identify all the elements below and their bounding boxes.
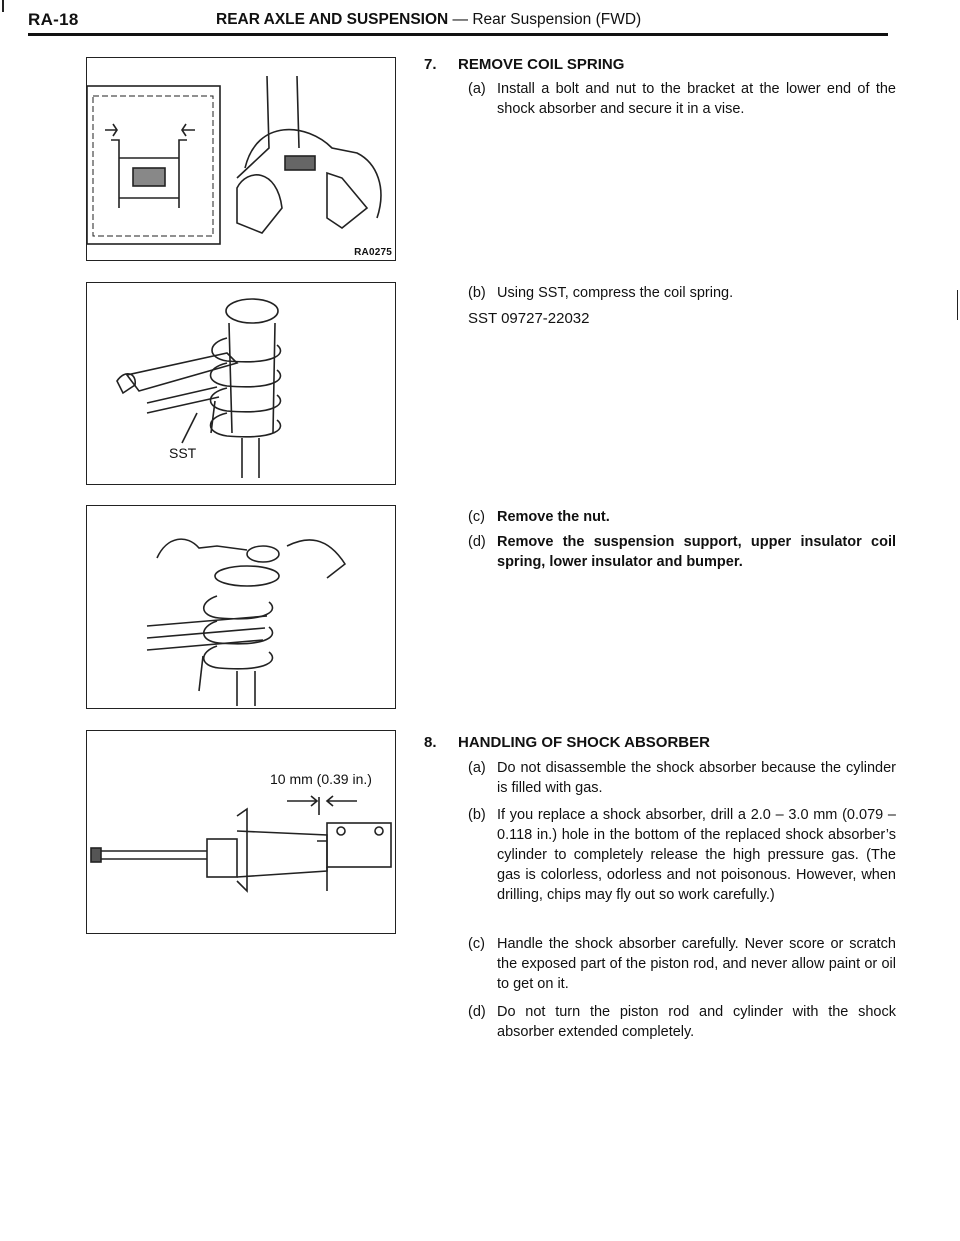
item-text: Install a bolt and nut to the bracket at the lower end of the shock absorber and secure it in a vise.: [497, 81, 896, 117]
step-number: 7.: [424, 56, 437, 73]
sst-number: SST 09727-22032: [468, 310, 590, 327]
running-title-rest: — Rear Suspension (FWD): [448, 11, 642, 28]
item-marker: (a): [468, 760, 486, 776]
dimension-label: 10 mm (0.39 in.): [270, 771, 372, 787]
sst-compress-illustration: [87, 283, 396, 485]
item-marker: (d): [468, 534, 486, 550]
figure-remove-nut: [86, 505, 396, 709]
figure-sst-compress: [86, 282, 396, 485]
step-8d: [468, 1002, 896, 1042]
item-text: Handle the shock absorber carefully. Never score or scratch the exposed part of the piston rod, and never allow paint or oil to get on it.: [497, 936, 896, 992]
shock-absorber-illustration: [87, 731, 396, 934]
sst-label: SST: [169, 445, 197, 461]
instruction-column: [424, 55, 896, 1040]
figure-code: RA0275: [354, 247, 392, 258]
vise-bracket-illustration: [87, 58, 396, 261]
step-title: REMOVE COIL SPRING: [458, 56, 625, 73]
step-title: HANDLING OF SHOCK ABSORBER: [458, 734, 710, 751]
item-marker: (d): [468, 1004, 486, 1020]
step-7a: [468, 79, 896, 119]
left-margin-line: [2, 0, 4, 12]
page-header: [28, 10, 888, 32]
step-8c: [468, 934, 896, 994]
step-7d: [468, 532, 896, 572]
header-rule: [28, 33, 888, 36]
item-text: If you replace a shock absorber, drill a 2.0 – 3.0 mm (0.079 – 0.118 in.) hole in the bottom of the replaced shock absorber’s cylinder to completely release the high pressure gas. (The gas is colorless, odorless and not poisonous. However, when drilling, chips may fly out so work carefully.): [497, 807, 896, 903]
item-marker: (b): [468, 285, 486, 301]
item-marker: (b): [468, 807, 486, 823]
step-7b: [468, 283, 896, 303]
right-margin-tick: [957, 290, 958, 320]
page-number: RA-18: [28, 10, 79, 29]
figure-vise-bracket: [86, 57, 396, 261]
step-8a: [468, 758, 896, 798]
item-text: Remove the nut.: [497, 509, 610, 525]
step-8b: [468, 805, 896, 905]
item-text: Remove the suspension support, upper insulator coil spring, lower insulator and bumper.: [497, 534, 896, 570]
item-text: Do not turn the piston rod and cylinder with the shock absorber extended completely.: [497, 1004, 896, 1040]
step-number: 8.: [424, 734, 437, 751]
running-title: [216, 11, 641, 29]
item-text: Using SST, compress the coil spring.: [497, 285, 734, 301]
item-marker: (c): [468, 509, 485, 525]
item-marker: (a): [468, 81, 486, 97]
item-marker: (c): [468, 936, 485, 952]
item-text: Do not disassemble the shock absorber because the cylinder is filled with gas.: [497, 760, 896, 796]
figure-drill-location: [86, 730, 396, 934]
step-7c: [468, 507, 896, 527]
remove-nut-illustration: [87, 506, 396, 709]
running-title-bold: REAR AXLE AND SUSPENSION: [216, 11, 449, 28]
